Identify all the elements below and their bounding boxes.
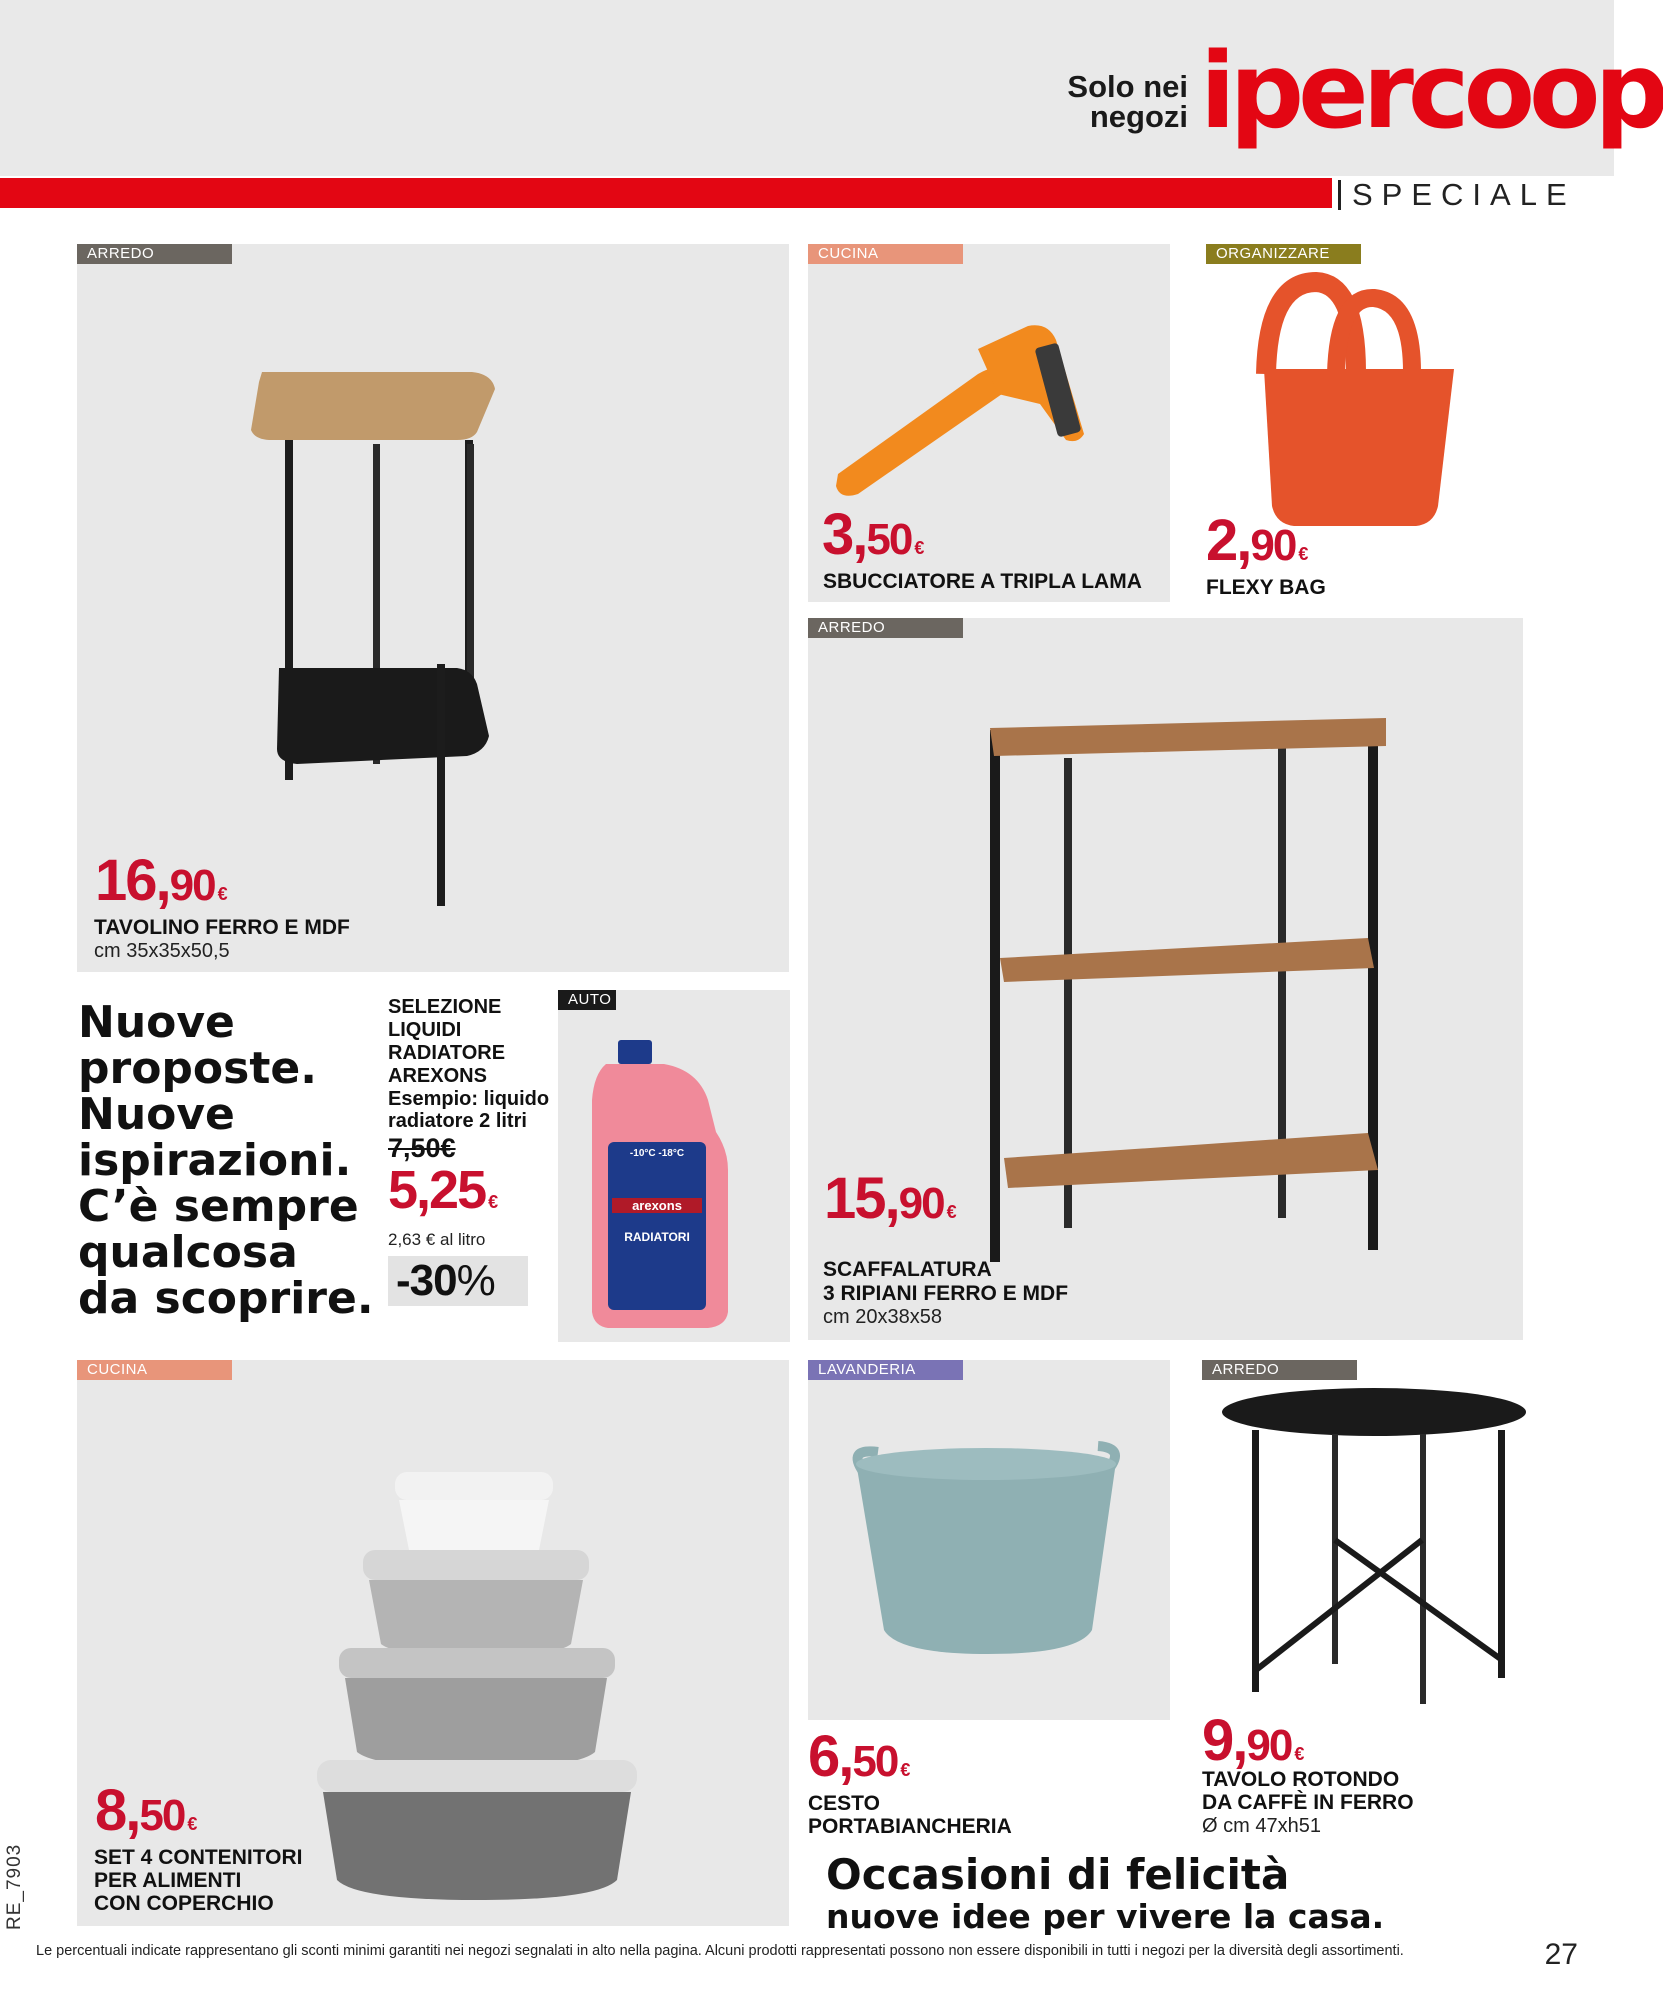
price-dec: 90: [898, 1179, 944, 1228]
product-card-contenitori[interactable]: [77, 1360, 789, 1926]
product-name-tavolo-1: TAVOLO ROTONDO: [1202, 1768, 1400, 1791]
price-int: 6,: [808, 1724, 853, 1789]
laundry-basket-image: [808, 1360, 1170, 1720]
slogan-line: proposte.: [78, 1043, 317, 1094]
promo-title: RADIATORE: [388, 1042, 506, 1064]
category-tag: LAVANDERIA: [808, 1360, 963, 1380]
discount-badge: [388, 1256, 528, 1306]
price-dec: 50: [139, 1791, 185, 1840]
euro-sign: €: [1298, 544, 1309, 564]
product-name-cesto-2: PORTABIANCHERIA: [808, 1815, 1012, 1838]
product-name: TAVOLINO FERRO E MDF: [94, 916, 350, 939]
euro-sign: €: [914, 538, 925, 558]
page-code: RE_7903: [4, 1843, 25, 1930]
product-card-tavolo-rotondo[interactable]: [1202, 1360, 1532, 1708]
coolant-bottle-image: [558, 990, 790, 1342]
category-tag: CUCINA: [808, 244, 963, 264]
euro-sign: €: [187, 1814, 198, 1834]
product-name: SBUCCIATORE A TRIPLA LAMA: [823, 570, 1142, 593]
price-int: 15,: [824, 1166, 899, 1231]
footer-note: Le percentuali indicate rappresentano gli sconti minimi garantiti nei negozi segnalati in alto nella pagina. Alcuni prodotti rappresentati possono non essere disponibili in tutti i negozi per la diversità degli assortimenti.: [36, 1943, 1404, 1959]
bottle-brand: arexons: [612, 1198, 702, 1213]
containers-image: [77, 1360, 789, 1926]
slogan-line: C’è sempre: [78, 1181, 359, 1232]
price-dec: 50: [866, 515, 912, 564]
ipercoop-logo: ipercoop: [1200, 30, 1663, 152]
price-int: 16,: [95, 848, 170, 913]
euro-sign: €: [488, 1192, 499, 1212]
product-name-line-1: SET 4 CONTENITORI: [94, 1846, 303, 1869]
slogan-line: da scoprire.: [78, 1273, 374, 1324]
new-price: [388, 1160, 558, 1228]
price-dec: 50: [852, 1737, 898, 1786]
discount-value: -30: [396, 1256, 457, 1305]
product-card-tavolino[interactable]: [77, 244, 789, 972]
product-card-sbucciatore[interactable]: [808, 244, 1170, 602]
product-card-arexons[interactable]: [558, 990, 790, 1342]
product-name-line-2: PER ALIMENTI: [94, 1869, 242, 1892]
promo-title: AREXONS: [388, 1065, 487, 1087]
page-number: 27: [1544, 1938, 1578, 1971]
price-int: 9,: [1202, 1708, 1247, 1773]
category-tag: ARREDO: [1202, 1360, 1357, 1380]
bottle-label: RADIATORI: [624, 1230, 690, 1244]
category-tag: ARREDO: [808, 618, 963, 638]
category-tag: CUCINA: [77, 1360, 232, 1380]
page-header: [0, 0, 1663, 176]
price: [95, 1778, 198, 1843]
percent-sign: %: [456, 1256, 495, 1305]
round-table-image: [1202, 1360, 1532, 1708]
slogan-line: Nuove: [78, 1089, 235, 1140]
solo-line-1: Solo nei: [1067, 69, 1188, 104]
product-size-tavolo: Ø cm 47xh51: [1202, 1815, 1321, 1837]
product-card-cesto[interactable]: [808, 1360, 1170, 1720]
euro-sign: €: [900, 1760, 911, 1780]
promo-example: radiatore 2 litri: [388, 1110, 527, 1132]
arexons-promo: [388, 996, 558, 1306]
euro-sign: €: [1294, 1744, 1305, 1764]
price-int: 2,: [1206, 508, 1251, 573]
euro-sign: €: [946, 1202, 957, 1222]
category-tag: ARREDO: [77, 244, 232, 264]
price: [95, 848, 228, 913]
occasioni-tagline: [826, 1852, 1384, 1936]
occasioni-line-2: nuove idee per vivere la casa.: [826, 1897, 1385, 1936]
product-card-flexy-bag[interactable]: [1206, 244, 1528, 602]
category-tag: AUTO: [558, 990, 616, 1010]
category-tag: ORGANIZZARE: [1206, 244, 1361, 264]
price-cesto: [808, 1724, 911, 1789]
product-name: FLEXY BAG: [1206, 576, 1326, 599]
price-tavolo: [1202, 1708, 1305, 1773]
price: [824, 1166, 957, 1231]
price-dec: 90: [1250, 521, 1296, 570]
product-size: cm 35x35x50,5: [94, 940, 230, 962]
promo-title: LIQUIDI: [388, 1019, 462, 1041]
product-card-scaffalatura[interactable]: [808, 618, 1523, 1340]
slogan-line: Nuove: [78, 997, 235, 1048]
slogan-line: ispirazioni.: [78, 1135, 352, 1186]
new-price-value: 5,25: [388, 1160, 486, 1220]
product-name-line-3: CON COPERCHIO: [94, 1892, 274, 1915]
price-dec: 90: [169, 861, 215, 910]
product-name-line-1: SCAFFALATURA: [823, 1258, 992, 1281]
speciale-label: SPECIALE: [1352, 177, 1576, 212]
price-dec: 90: [1246, 1721, 1292, 1770]
product-name-tavolo-2: DA CAFFÈ IN FERRO: [1202, 1791, 1414, 1814]
price-int: 3,: [822, 502, 867, 567]
product-size: cm 20x38x58: [823, 1306, 942, 1328]
solo-line-2: negozi: [1089, 99, 1188, 134]
price-int: 8,: [95, 1778, 140, 1843]
speciale-divider: [1338, 180, 1341, 210]
unit-price: 2,63 € al litro: [388, 1230, 486, 1249]
slogan: [78, 997, 374, 1324]
price: [822, 502, 925, 567]
euro-sign: €: [217, 884, 228, 904]
shelf-image: [808, 618, 1523, 1340]
slogan-line: qualcosa: [78, 1227, 298, 1278]
price: [1206, 508, 1309, 573]
red-band: [0, 178, 1332, 208]
solo-nei-negozi: [1067, 69, 1188, 134]
old-price: 7,50€: [388, 1133, 456, 1163]
bottle-temp: -10°C -18°C: [629, 1148, 685, 1159]
product-name-line-2: 3 RIPIANI FERRO E MDF: [823, 1282, 1069, 1305]
promo-title: SELEZIONE: [388, 996, 502, 1018]
occasioni-line-1: Occasioni di felicità: [826, 1850, 1290, 1899]
product-name-cesto-1: CESTO: [808, 1792, 880, 1815]
promo-example: Esempio: liquido: [388, 1088, 550, 1110]
